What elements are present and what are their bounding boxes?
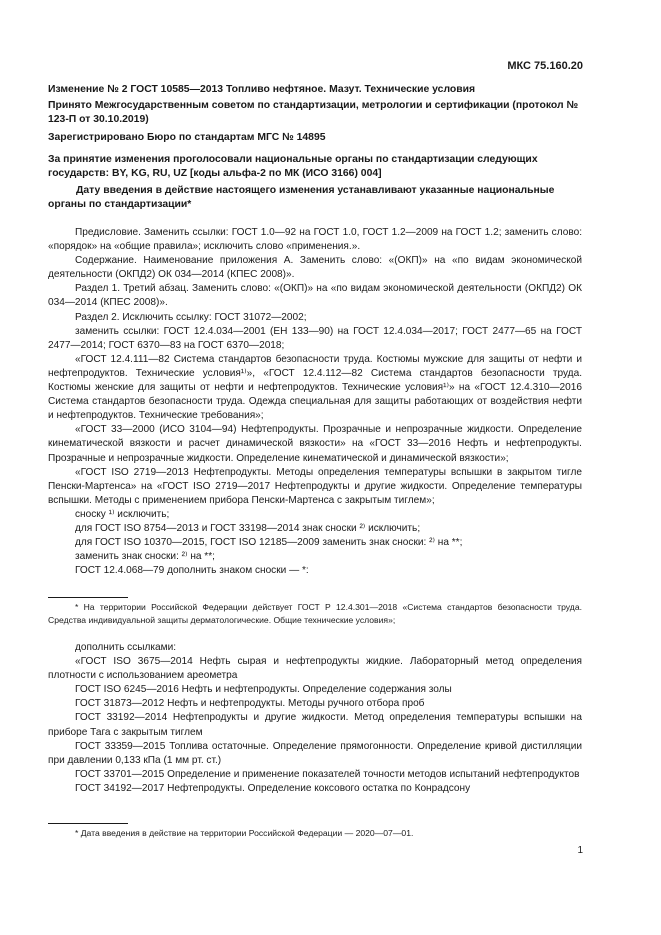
body-paragraph: дополнить ссылками: — [75, 642, 177, 653]
footnote-text: * Дата введения в действие на территории Российской Федерации — 2020—07—01. — [75, 828, 414, 838]
body-paragraph: Содержание. Наименование приложения А. Заменить слово: «(ОКП)» на «по видам экономической деятельности (ОКПД2) ОК 034—2014 (КПЕС 2008)». — [48, 255, 582, 281]
body-paragraph: для ГОСТ ISO 10370—2015, ГОСТ ISO 12185—2009 заменить знак сноски: ²⁾ на **; — [75, 537, 463, 549]
body-paragraph: ГОСТ 31873—2012 Нефть и нефтепродукты. Методы ручного отбора проб — [75, 698, 425, 710]
body-paragraph: «ГОСТ ISO 3675—2014 Нефть сырая и нефтепродукты жидкие. Лабораторный метод определения плотности с использованием ареометра — [48, 656, 582, 682]
effective-date-statement: Дату введения в действие настоящего изменения устанавливают указанные национальные органы по стандартизации* — [48, 185, 555, 210]
voting-statement: За принятие изменения проголосовали национальные органы по стандартизации следующих государств: BY, KG, RU, UZ [коды альфа-2 по МК (ИСО 3166) 004] — [48, 154, 538, 179]
amendment-body — [48, 226, 582, 578]
footnote-bottom — [48, 827, 582, 840]
amendment-body-continued — [48, 641, 582, 796]
footnote-rule — [48, 597, 128, 598]
mks-code: МКС 75.160.20 — [507, 60, 583, 72]
body-paragraph: «ГОСТ ISO 2719—2013 Нефтепродукты. Методы определения температуры вспышки в закрытом тигле Пенски-Мартенса» на «ГОСТ ISO 2719—2017 Нефтепродукты и другие жидкости. Определение температуры вспышки. Методы с применением прибора Пенски-Мартенса с закрытым тиглем»; — [48, 466, 582, 506]
amendment-title: Изменение № 2 ГОСТ 10585—2013 Топливо нефтяное. Мазут. Технические условия — [48, 84, 476, 95]
body-paragraph: ГОСТ ISO 6245—2016 Нефть и нефтепродукты. Определение содержания золы — [75, 684, 452, 696]
footnote-mid — [48, 601, 582, 626]
footnote-rule — [48, 823, 128, 824]
body-paragraph: ГОСТ 12.4.068—79 дополнить знаком сноски — *: — [75, 565, 309, 577]
body-paragraph: Раздел 2. Исключить ссылку: ГОСТ 31072—2002; — [75, 311, 307, 323]
body-paragraph: Раздел 1. Третий абзац. Заменить слово: «(ОКП)» на «по видам экономической деятельности (ОКПД2) ОК 034—2014 (КПЕС 2008)». — [48, 283, 582, 309]
body-paragraph: сноску ¹⁾ исключить; — [75, 508, 170, 520]
body-paragraph: Предисловие. Заменить ссылки: ГОСТ 1.0—92 на ГОСТ 1.0, ГОСТ 1.2—2009 на ГОСТ 1.2; заменить слово: «порядок» на «общие правила»; исключить слово «применения.». — [48, 227, 582, 253]
body-paragraph: ГОСТ 33359—2015 Топлива остаточные. Определение прямогонности. Определение кривой дистилляции при давлении 0,133 кПа (1 мм рт. ст.) — [48, 740, 582, 766]
body-paragraph: ГОСТ 33701—2015 Определение и применение показателей точности методов испытаний нефтепродуктов — [75, 768, 580, 780]
body-paragraph: для ГОСТ ISO 8754—2013 и ГОСТ 33198—2014 знак сноски ²⁾ исключить; — [75, 522, 421, 534]
registration-statement: Зарегистрировано Бюро по стандартам МГС № 14895 — [48, 132, 326, 143]
adopted-statement: Принято Межгосударственным советом по стандартизации, метрологии и сертификации (протокол № 123-П от 30.10.2019) — [48, 100, 579, 125]
body-paragraph: заменить знак сноски: ²⁾ на **; — [75, 551, 215, 563]
body-paragraph: ГОСТ 33192—2014 Нефтепродукты и другие жидкости. Метод определения температуры вспышки на приборе Тага с закрытым тиглем — [48, 712, 582, 738]
body-paragraph: «ГОСТ 33—2000 (ИСО 3104—94) Нефтепродукты. Прозрачные и непрозрачные жидкости. Определение кинематической вязкости и расчет динамической вязкости» на «ГОСТ 33—2016 Нефть и нефтепродукты. Прозрачные и непрозрачные жидкости. Определение кинематической и динамической вязкости»; — [48, 424, 582, 464]
body-paragraph: заменить ссылки: ГОСТ 12.4.034—2001 (ЕН 133—90) на ГОСТ 12.4.034—2017; ГОСТ 2477—65 на ГОСТ 2477—2014; ГОСТ 6370—83 на ГОСТ 6370—2018; — [48, 325, 582, 351]
body-paragraph: «ГОСТ 12.4.111—82 Система стандартов безопасности труда. Костюмы мужские для защиты от нефти и нефтепродуктов. Технические условия¹⁾», «ГОСТ 12.4.112—82 Система стандартов безопасности труда. Костюмы женские для защиты от нефти и нефтепродуктов. Технические условия¹⁾» на «ГОСТ 12.4.310—2016 Система стандартов безопасности труда. Одежда специальная для защиты работающих от воздействия нефти и нефтепродуктов. Технические требования»; — [48, 353, 582, 422]
page-number: 1 — [577, 845, 583, 856]
body-paragraph: ГОСТ 34192—2017 Нефтепродукты. Определение коксового остатка по Конрадсону — [75, 782, 471, 794]
footnote-text: * На территории Российской Федерации действует ГОСТ Р 12.4.301—2018 «Система стандартов безопасности труда. Средства индивидуальной защиты дерматологические. Общие технические условия»; — [48, 602, 582, 625]
